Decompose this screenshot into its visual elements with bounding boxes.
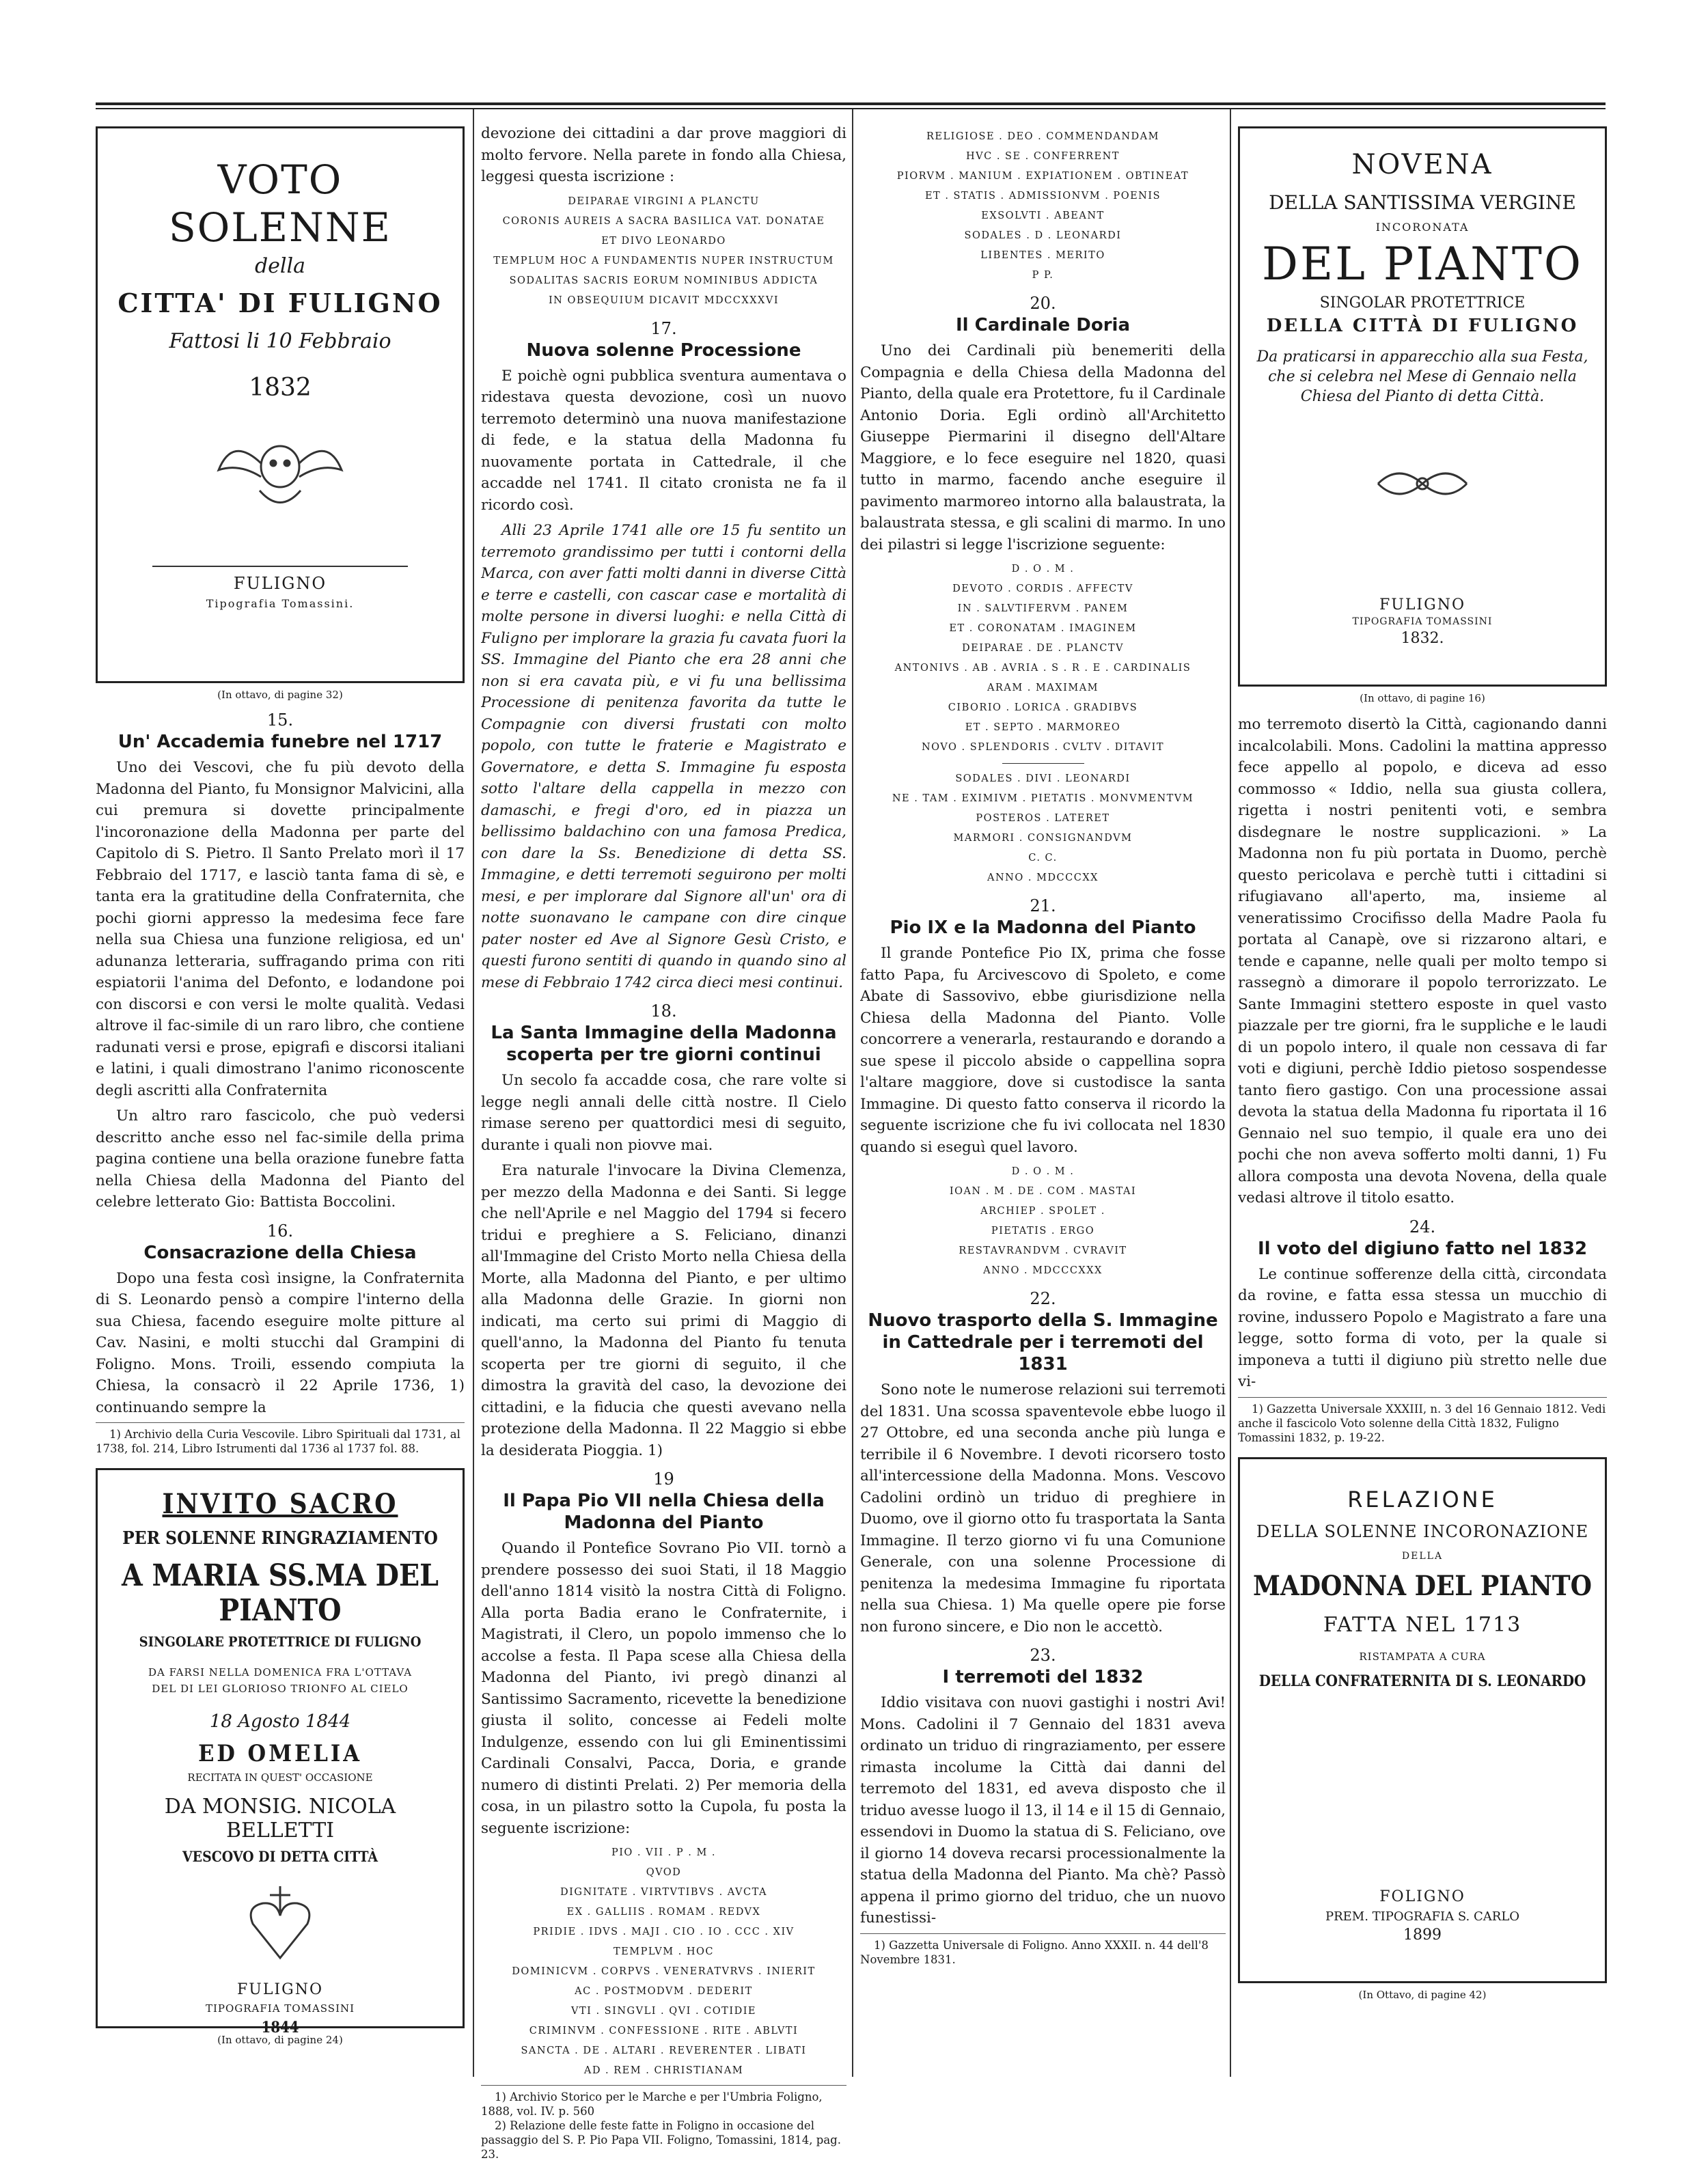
inscription-line: ET . STATIS . ADMISSIONVM . POENIS (924, 191, 1161, 202)
section-20-paragraph-1: Uno dei Cardinali più benemeriti della Compagnia e della Chiesa della Madonna del Pianto, della quale era Protettore, fu il Cardinale Antonio Doria. Egli ordinò all'Architetto Giuseppe Piermarini il disegno dell'Altare Maggiore, e lo fece eseguire nel 1820, quasi tutto in marmo, facendo anche eseguire il pavimento marmoreo intorno alla balaustrata, la balaustrata stessa, e gli scalini di marmo. In uno dei pilastri si legge l'iscrizione seguente: (860, 342, 1226, 553)
inscription-line: IOAN . M . DE . COM . MASTAI (949, 1186, 1137, 1197)
inscription-line: ANTONIVS . AB . AVRIA . S . R . E . CARDINALIS (894, 663, 1192, 674)
inscription-line: PIORVM . MANIUM . EXPIATIONEM . OBTINEAT (896, 171, 1189, 182)
invito-caption: (In ottavo, di pagine 24) (217, 2034, 343, 2046)
inscription-line: IN . SALVTIFERVM . PANEM (957, 603, 1129, 614)
section-21-heading: Pio IX e la Madonna del Pianto (890, 917, 1196, 938)
section-18-heading: La Santa Immagine della Madonna scoperta per tre giorni continui (491, 1023, 837, 1065)
section-22-heading: Nuovo trasporto della S. Immagine in Cattedrale per i terremoti del 1831 (868, 1310, 1218, 1375)
inscription-line: ARAM . MAXIMAM (987, 682, 1099, 693)
invito-line-4: DA FARSI NELLA DOMENICA FRA L'OTTAVA (148, 1666, 413, 1679)
novena-caption: (In ottavo, di pagine 16) (1360, 692, 1485, 704)
top-rule (96, 102, 1606, 105)
voto-title: VOTO SOLENNE (169, 156, 391, 251)
inscription-line: MARMORI . CONSIGNANDVM (953, 833, 1133, 844)
invito-line-3: SINGOLARE PROTETTRICE DI FULIGNO (139, 1633, 422, 1650)
inscription-line: PIETATIS . ERGO (991, 1226, 1095, 1237)
novena-line-4: DELLA CITTÀ DI FULIGNO (1266, 316, 1579, 336)
inscription-line: HVC . SE . CONFERRENT (966, 151, 1120, 162)
section-15-paragraph-1: Uno dei Vescovi, che fu più devoto della Madonna del Pianto, fu Monsignor Malvicini, alla cui premura si dovette principalmente l'incoronazione della Madonna per parte del Capitolo di S. Pietro. Il Santo Prelato morì il 17 Febbraio del 1717, e lasciò tanta fama di sè, e tanta era la gratitudine della Confraternita, che pochi giorni appresso la medesima fece fare nella sua Chiesa una funzione religiosa, ed un' adunanza letteraria, suffragando prima con riti espiatorii l'anima del Defonto, e lodandone poi con discorsi e con versi le molte qualità. Vedasi altrove il fac-simile di un raro libro, che contiene radunati versi e prose, epigrafi e discorsi italiani e latini, i quali dimostrano l'animo riconoscente degli ascritti alla Confraternita (96, 759, 465, 1099)
inscription-line: LIBENTES . MERITO (980, 250, 1105, 261)
top-rule-thin (96, 108, 1606, 109)
inscription-line: ET . CORONATAM . IMAGINEM (949, 623, 1137, 634)
novena-italic-1: Da praticarsi in apparecchio alla sua Festa, (1256, 348, 1588, 365)
section-24-number: 24. (1409, 1217, 1436, 1237)
section-15-heading: Un' Accademia funebre nel 1717 (118, 732, 443, 752)
inscription-line: ANNO . MDCCCXXX (983, 1265, 1103, 1276)
section-18-paragraph-2: Era naturale l'invocare la Divina Clemenza, per mezzo della Madonna e dei Santi. Si legge che nell'Aprile e nel Maggio del 1794 si fecero tridui e preghiere a S. Feliciano, dinanzi all'Immagine del Cristo Morto nella Chiesa della Morte, alla Madonna del Pianto, e per ultimo alla Madonna delle Grazie. In giorni non indicati, ma certo sui primi di Maggio di quell'anno, la Madonna del Pianto fu tenuta scoperta per tre giorni di seguito, il che dimostra la gravità del caso, la devozione dei cittadini, e la fiducia che questi avevano nella protezione della Madonna. Il 22 Maggio si ebbe la desiderata Pioggia. 1) (481, 1162, 846, 1459)
relazione-line-6: DELLA CONFRATERNITA DI S. LEONARDO (1258, 1672, 1586, 1690)
relazione-big: MADONNA DEL PIANTO (1253, 1569, 1592, 1602)
relazione-printer: PREM. TIPOGRAFIA S. CARLO (1325, 1909, 1520, 1924)
voto-place: FULIGNO (233, 574, 327, 593)
voto-ornament-line (152, 566, 408, 567)
invito-year: 1844 (261, 2019, 299, 2036)
invito-printer: TIPOGRAFIA TOMASSINI (205, 2002, 355, 2015)
inscription-line: AC . POSTMODVM . DEDERIT (575, 1986, 753, 1997)
inscription-line: PRIDIE . IDVS . MAJI . CIO . IO . CCC . XIV (533, 1926, 795, 1937)
relazione-year: 1899 (1403, 1926, 1442, 1944)
inscription-line: RELIGIOSE . DEO . COMMENDANDAM (926, 131, 1159, 142)
inscription-line: ET DIVO LEONARDO (601, 235, 726, 247)
column-3 (860, 123, 1226, 2168)
inscription-line: EXSOLVTI . ABEANT (981, 210, 1105, 221)
section-20-heading: Il Cardinale Doria (956, 315, 1130, 335)
invito-date: 18 Agosto 1844 (209, 1711, 351, 1732)
footnotes: 1) Archivio Storico per le Marche e per l'Umbria Foligno, 1888, vol. IV. p. 560 2) Relazione delle feste fatte in Foligno in occasione del passaggio del S. P. Pio Papa VII. Foligno, Tomassini, 1814, pag. 23. (481, 2085, 846, 2162)
relazione-title-page (1238, 1457, 1607, 1983)
novena-year: 1832. (1401, 630, 1444, 647)
inscription-line: QVOD (646, 1867, 682, 1878)
voto-year: 1832 (249, 374, 312, 402)
section-23-heading: I terremoti del 1832 (942, 1667, 1144, 1687)
column-2 (481, 123, 846, 2168)
relazione-caption: (In Ottavo, di pagine 42) (1358, 1988, 1487, 2001)
relazione-line-5: RISTAMPATA A CURA (1359, 1650, 1486, 1663)
section-20-number: 20. (1030, 294, 1056, 313)
novena-line-1: DELLA SANTISSIMA VERGINE (1269, 191, 1576, 214)
novena-line-3: SINGOLAR PROTETTRICE (1319, 294, 1526, 312)
inscription-line: SANCTA . DE . ALTARI . REVERENTER . LIBATI (521, 2045, 807, 2056)
inscription-line: PIO . VII . P . M . (611, 1847, 717, 1858)
section-15-paragraph-2: Un altro raro fascicolo, che può vedersi descritto anche esso nel fac-simile della prima pagina contiene una bella orazione funebre fatta nella Chiesa della Madonna del Pianto del celebre letterato Gio: Battista Boccolini. (96, 1107, 465, 1211)
column-divider-2 (852, 109, 853, 2077)
inscription-line: DOMINICVM . CORPVS . VENERATVRVS . INIERIT (512, 1966, 816, 1977)
inscription-line: DEVOTO . CORDIS . AFFECTV (952, 583, 1133, 594)
column-1 (96, 126, 465, 2168)
novena-place: FULIGNO (1379, 596, 1465, 613)
novena-title-page (1238, 126, 1607, 687)
section-17-paragraph-1: E poichè ogni pubblica sventura aumentava o ridestava questa devozione, così un nuovo terremoto determinò una nuova manifestazione di fede, e la statua della Madonna fu nuovamente portata in Cattedrale, il che accadde nel 1741. Il citato cronista ne fa il ricordo così. (481, 367, 846, 514)
inscription-line: DIGNITATE . VIRTVTIBVS . AVCTA (560, 1887, 767, 1898)
inscription-line: D . O . M . (1011, 1166, 1075, 1177)
section-17-chronicle: Alli 23 Aprile 1741 alle ore 15 fu sentito un terremoto grandissimo per tutti i contorni della Marca, con aver fatti molti danni in diverse Città e terre e castelli, con cascar case e mortalità di molte persone in diversi luoghi: e nella Città di Fuligno per implorare la grazia fu cavata fuori la SS. Immagine del Pianto che era 28 anni che non si era cavata più, e vi fu una bellissima Processione di penitenza favorita da tutte le Compagnie con diversi frustati con molto popolo, con tutte le fraterie e Magistrato e Governatore, e detta S. Immagine fu esposta sotto l'altare della cappella in mezzo con damaschi, e fregi d'oro, ed in piazza un bellissimo baldachino con una famosa Predica, con dare la Ss. Benedizione di detta SS. Immagine, e detti terremoti seguirono per molti mesi, e per implorare dal Signore all'un' ora di notte suonavano le campane con dire cinque pater noster ed Ave al Signore Gesù Cristo, e questi furono sentiti di quando in quando sino al mese di Febbraio 1742 circa dieci mesi continui. (481, 522, 846, 991)
section-16-paragraph-1: Dopo una festa così insigne, la Confraternita di S. Leonardo pensò a compire l'interno della sua Chiesa, facendo eseguire molte pitture al Cav. Nasini, e molti stucchi dal Grampini di Foligno. Mons. Troili, essendo compiuta la Chiesa, la consacrò il 22 Aprile 1736, 1) continuando sempre la (96, 1269, 465, 1416)
relazione-line-3: DELLA (1401, 1550, 1444, 1562)
section-22-number: 22. (1030, 1289, 1056, 1308)
inscription-line: POSTEROS . LATERET (976, 813, 1110, 824)
inscription-line: SODALES . DIVI . LEONARDI (955, 773, 1131, 784)
section-21-number: 21. (1030, 896, 1056, 915)
heart-cross-ornament-icon (107, 1883, 453, 1965)
relazione-line-1: RELAZIONE (1347, 1486, 1498, 1513)
inscription-line: RESTAVRANDVM . CVRAVIT (959, 1245, 1127, 1256)
relazione-line-4: FATTA NEL 1713 (1323, 1612, 1522, 1637)
invito-place: FULIGNO (237, 1981, 323, 1998)
relazione-place: FOLIGNO (1379, 1888, 1465, 1905)
voto-date: Fattosi li 10 Febbraio (169, 329, 391, 353)
footnote: 1) Gazzetta Universale di Foligno. Anno XXXII. n. 44 dell'8 Novembre 1831. (860, 1933, 1226, 1967)
section-19-number: 19 (653, 1469, 674, 1489)
invito-line-5: DEL DI LEI GLORIOSO TRIONFO AL CIELO (152, 1683, 409, 1695)
footnote: 1) Gazzetta Universale XXXIII, n. 3 del 16 Gennaio 1812. Vedi anche il fascicolo Voto solenne della Città 1832, Fuligno Tomassini 1832, p. 19-22. (1238, 1397, 1607, 1445)
invito-line-2: A MARIA SS.MA DEL PIANTO (121, 1558, 439, 1628)
voto-della: della (254, 254, 306, 278)
section-16-heading: Consacrazione della Chiesa (143, 1242, 417, 1263)
section-23-number: 23. (1030, 1646, 1056, 1665)
section-19-heading: Il Papa Pio VII nella Chiesa della Madonna del Pianto (503, 1491, 825, 1533)
inscription-line: D . O . M . (1011, 564, 1075, 575)
inscription-line: ET . SEPTO . MARMOREO (965, 722, 1121, 733)
inscription-line: SODALITAS SACRIS EORUM NOMINIBUS ADDICTA (509, 275, 818, 286)
inscription-divider (1002, 763, 1084, 764)
invito-line-7: DA MONSIG. NICOLA BELLETTI (164, 1795, 396, 1842)
column-divider-3 (1230, 109, 1231, 2077)
inscription-line: NOVO . SPLENDORIS . CVLTV . DITAVIT (921, 742, 1165, 753)
inscription-line: ARCHIEP . SPOLET . (980, 1206, 1105, 1217)
novena-italic-3: Chiesa del Pianto di detta Città. (1300, 388, 1545, 405)
section-22-paragraph-1: Sono note le numerose relazioni sui terremoti del 1831. Una scossa spaventevole ebbe luogo il 27 Ottobre, ed una seconda anche più lunga e terribile il 6 Novembre. I devoti ricorsero tosto all'intercessione della Madonna. Mons. Vescovo Cadolini ordinò un triduo di preghiere in Duomo, ove il giorno otto fu trasportata la Santa Immagine. Il terzo giorno vi fu una Comunione Generale, con una solenne Processione di penitenza la medesima Immagine fu riportata nella sua Chiesa. 1) Ma quelle opere pie forse non furono sincere, e Dio non le accettò. (860, 1381, 1226, 1635)
section-18-number: 18. (650, 1002, 677, 1021)
section-24-heading: Il voto del digiuno fatto nel 1832 (1257, 1238, 1588, 1259)
inscription-line: CRIMINVM . CONFESSIONE . RITE . ABLVTI (529, 2026, 799, 2036)
voto-caption: (In ottavo, di pagine 32) (217, 689, 343, 701)
novena-printer: TIPOGRAFIA TOMASSINI (1352, 616, 1493, 627)
relazione-line-2: DELLA SOLENNE INCORONAZIONE (1256, 1521, 1589, 1541)
voto-printer: Tipografia Tomassini. (206, 597, 355, 610)
invito-line-1: PER SOLENNE RINGRAZIAMENTO (122, 1528, 438, 1549)
column-4 (1238, 126, 1607, 2168)
inscription-1736 (481, 192, 846, 311)
section-23-paragraph-1: Iddio visitava con nuovi gastighi i nostri Avi! Mons. Cadolini il 7 Gennaio del 1831 aveva ordinato un triduo di ringraziamento, per essere rimasta incolume la Città dai danni del terremoto del 1831, ed aveva disposto che il triduo avesse luogo il 13, il 14 e il 15 di Gennaio, essendovi in Duomo la statua di S. Feliciano, ove il giorno 14 doveva recarsi processionalmente la statua della Madonna del Pianto. Ma chè? Passò appena il primo giorno del triduo, che un nuovo funestissi- (860, 1694, 1226, 1926)
invito-title: INVITO SACRO (162, 1488, 398, 1520)
section-16-number: 16. (266, 1221, 294, 1241)
inscription-line: DEIPARAE VIRGINI A PLANCTU (568, 195, 760, 207)
scroll-ornament-icon (1251, 460, 1594, 508)
inscription-doria (860, 560, 1226, 888)
column-2-opening: devozione dei cittadini a dar prove maggiori di molto fervore. Nella parete in fondo alla Chiesa, leggesi questa iscrizione : (481, 125, 846, 185)
footnote: 1) Archivio della Curia Vescovile. Libro Spirituali dal 1731, al 1738, fol. 214, Libro Istrumenti dal 1736 al 1737 fol. 88. (96, 1422, 465, 1456)
invito-omelia: ED OMELIA (198, 1740, 362, 1767)
inscription-line: SODALES . D . LEONARDI (964, 230, 1122, 241)
column-divider-1 (473, 109, 474, 2077)
novena-line-2: INCORONATA (1375, 221, 1470, 234)
section-19-paragraph-1: Quando il Pontefice Sovrano Pio VII. tornò a prendere possesso dei suoi Stati, il 18 Maggio dell'anno 1814 visitò la nostra Città di Foligno. Alla porta Badia erano le Confraternite, i Magistrati, il Clero, un popolo immenso che lo accolse a festa. Il Papa scese alla Chiesa della Madonna del Pianto, ivi pregò dinanzi al Santissimo Sacramento, ricevette la benedizione giusta il solito, concesse ai Fedeli molte Indulgenze, essendo con lui gli Eminentissimi Cardinali Consalvi, Pacca, Doria, e grande numero di distinti Prelati. 2) Per memoria della cosa, in un pilastro sotto la Cupola, fu posta la seguente iscrizione: (481, 1540, 846, 1837)
inscription-line: ANNO . MDCCCXX (987, 872, 1099, 883)
inscription-line: AD . REM . CHRISTIANAM (583, 2065, 744, 2076)
inscription-line: CIBORIO . LORICA . GRADIBVS (948, 702, 1138, 713)
voto-city: CITTA' DI FULIGNO (118, 288, 443, 318)
invito-sacro-title-page (96, 1468, 465, 2036)
inscription-line: C. C. (1028, 853, 1058, 864)
inscription-line: IN OBSEQUIUM DICAVIT MDCCXXXVI (548, 294, 780, 306)
novena-big: DEL PIANTO (1262, 238, 1583, 290)
inscription-line: NE . TAM . EXIMIVM . PIETATIS . MONVMENTVM (892, 793, 1194, 804)
section-18-paragraph-1: Un secolo fa accadde cosa, che rare volte si legge negli annali delle città nostre. Il Cielo rimase sereno per quattordici mesi di seguito, durante i quali non piovve mai. (481, 1072, 846, 1154)
voto-solenne-title-page (96, 126, 465, 683)
inscription-line: CORONIS AUREIS A SACRA BASILICA VAT. DONATAE (502, 215, 825, 227)
section-15-number: 15. (266, 710, 294, 730)
inscription-line: TEMPLVM . HOC (613, 1946, 715, 1957)
inscription-line: DEIPARAE . DE . PLANCTV (962, 643, 1124, 654)
inscription-line: P P. (1032, 270, 1054, 281)
invito-line-6: RECITATA IN QUEST' OCCASIONE (187, 1771, 373, 1784)
inscription-line: TEMPLUM HOC A FUNDAMENTIS NUPER INSTRUCTUM (493, 255, 834, 266)
inscription-line: VTI . SINGVLI . QVI . COTIDIE (570, 2006, 757, 2017)
novena-italic-2: che si celebra nel Mese di Gennaio nella (1268, 368, 1577, 385)
section-17-number: 17. (650, 318, 677, 338)
inscription-pio-vii (481, 1843, 846, 2081)
invito-line-8: VESCOVO DI DETTA CITTÀ (182, 1848, 378, 1865)
inscription-line: EX . GALLIIS . ROMAM . REDVX (566, 1907, 761, 1918)
cherub-ornament-icon (111, 429, 449, 518)
inscription-mastai (860, 1162, 1226, 1281)
section-21-paragraph-1: Il grande Pontefice Pio IX, prima che fosse fatto Papa, fu Arcivescovo di Spoleto, e come Abate di Sassovivo, ebbe giurisdizione nella Chiesa della Madonna del Pianto. Volle concorrere a venerarla, restaurando e dorando a sue spese il piccolo abside o cappellina sopra l'altare maggiore, dove si custodisce la santa Immagine. Di questo fatto conserva il ricordo la seguente iscrizione che fu ivi collocata nel 1830 quando si eseguì quel lavoro. (860, 945, 1226, 1156)
inscription-continued (860, 127, 1226, 286)
column-4-opening: mo terremoto disertò la Città, cagionando danni incalcolabili. Mons. Cadolini la mattina appresso fece appello al popolo, e diceva ad esso commosso « Iddio, nella sua giusta collera, rigetta i nostri penitenti voti, e sembra disdegnare le nostre supplicazioni. » La Madonna non fu più portata in Duomo, perchè questo pericolava e perchè tutti i cittadini si rifugiavano all'aperto, ma, insieme al veneratissimo Crocifisso della Madre Paola fu portata al Canapè, ove si rizzarono altari, e tende e capanne, nelle quali per molto tempo si rassegnò a dimorare il popolo terrorizzato. Le Sante Immagini stettero esposte in quel vasto piazzale per tre giorni, fra le suppliche e le laudi di un popolo intero, il quale non cessava di far voti e digiuni, perchè Iddio pietoso sospendesse tanto fiero gastigo. Con una processione assai devota la statua della Madonna fu riportata il 16 Gennaio nel suo tempio, il quale era uno dei pochi che non aveva sofferto molti danni, 1) Fu allora composta una devota Novena, della quale vedasi altrove il titolo esatto. (1238, 716, 1607, 1206)
section-17-heading: Nuova solenne Processione (526, 340, 801, 361)
section-24-paragraph-1: Le continue sofferenze della città, circondata da rovine, e fatta essa stessa un mucchio di rovine, indussero Popolo e Magistrato a fare una legge, sotto forma di voto, per la quale si imponeva a tutti il digiuno più stretto nelle due vi- (1238, 1265, 1607, 1390)
novena-title: NOVENA (1351, 149, 1493, 180)
